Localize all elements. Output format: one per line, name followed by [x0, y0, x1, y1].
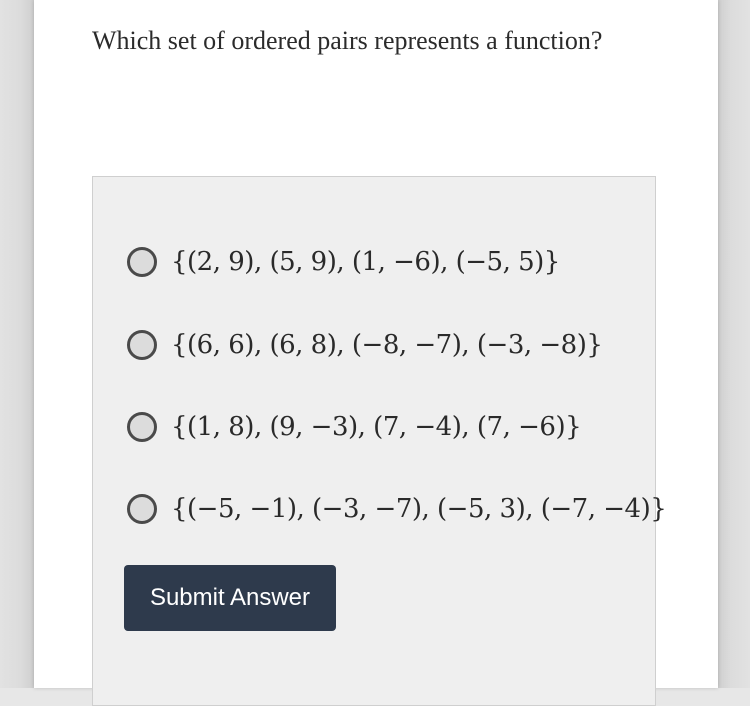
right-page-gutter: [718, 0, 750, 688]
question-card: [34, 0, 718, 688]
choice-option-4[interactable]: [127, 494, 666, 524]
question-text: Which set of ordered pairs represents a function?: [92, 26, 603, 55]
radio-button-icon[interactable]: [127, 412, 157, 442]
left-page-gutter: [0, 0, 34, 688]
choice-option-1[interactable]: [127, 247, 560, 277]
answer-choices-panel: [92, 176, 667, 706]
radio-button-icon[interactable]: [127, 330, 157, 360]
choice-label: {(−5, −1), (−3, −7), (−5, 3), (−7, −4)}: [171, 494, 667, 524]
radio-button-icon[interactable]: [127, 494, 157, 524]
submit-answer-button[interactable]: Submit Answer: [124, 565, 336, 631]
choice-label: {(6, 6), (6, 8), (−8, −7), (−3, −8)}: [171, 330, 603, 360]
radio-button-icon[interactable]: [127, 247, 157, 277]
choice-option-3[interactable]: [127, 412, 581, 442]
choice-option-2[interactable]: [127, 330, 602, 360]
choice-label: {(2, 9), (5, 9), (1, −6), (−5, 5)}: [171, 247, 560, 277]
choice-label: {(1, 8), (9, −3), (7, −4), (7, −6)}: [171, 412, 582, 442]
